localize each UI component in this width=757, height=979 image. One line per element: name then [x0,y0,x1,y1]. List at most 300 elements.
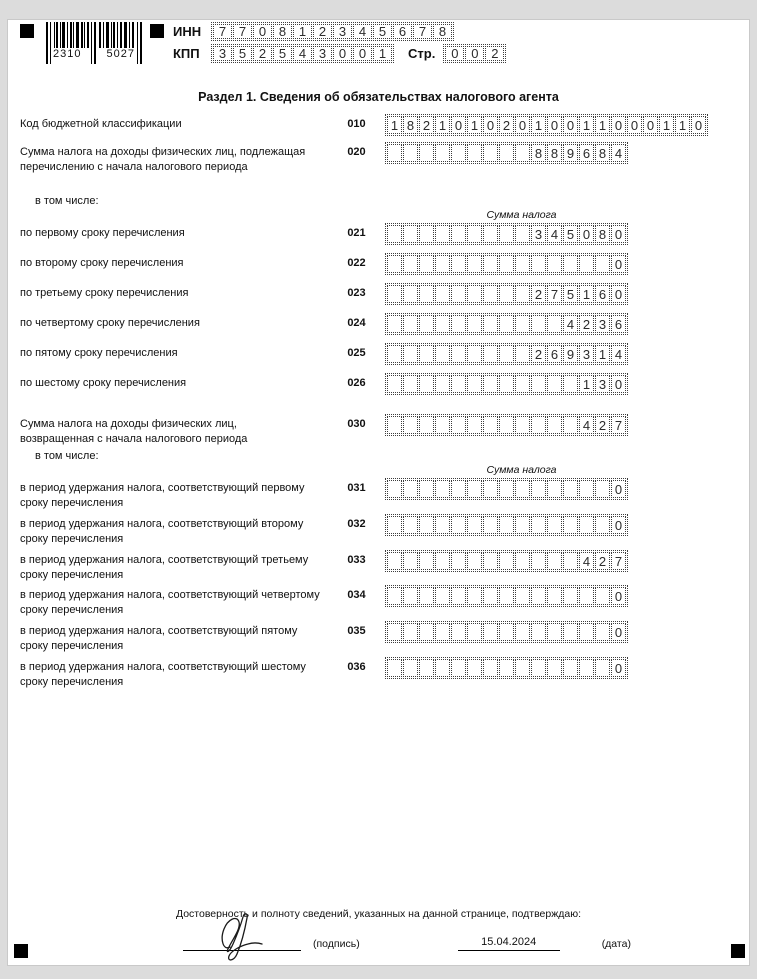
row-label-025: по пятому сроку перечисления [20,346,178,359]
row-field-wrap-023 [385,283,628,308]
digit-cell [547,659,562,677]
digit-cell: 3 [595,315,610,333]
digit-cell: 8 [595,144,610,162]
digit-cell: 8 [547,144,562,162]
digit-cell [515,516,530,534]
digit-field-031[interactable] [385,478,628,500]
digit-cell [451,285,466,303]
digit-cell: 1 [659,116,674,134]
digit-cell [531,315,546,333]
row-code-010: 010 [347,118,366,130]
digit-field-030[interactable] [385,414,628,436]
row-label-026: по шестому сроку перечисления [20,376,187,389]
digit-cell: 1 [595,116,610,134]
digit-cell [499,285,514,303]
digit-cell: 7 [213,24,232,39]
digit-cell [435,225,450,243]
digit-cell: 7 [611,552,626,570]
digit-cell: 8 [595,225,610,243]
row-code-020: 020 [347,146,366,158]
row-field-wrap-032 [385,514,628,539]
digit-cell [451,516,466,534]
digit-cell: 1 [531,116,546,134]
digit-cell [531,623,546,641]
form-barcode [44,22,144,66]
row-field-wrap-035 [385,621,628,646]
digit-cell [419,375,434,393]
barcode-digits [44,48,144,60]
row-code-032: 032 [347,518,366,531]
digit-cell [435,552,450,570]
digit-cell [451,659,466,677]
digit-cell [435,416,450,434]
digit-cell [467,144,482,162]
digit-cell [483,516,498,534]
row-code-036: 036 [347,660,366,673]
digit-field-025[interactable] [385,343,628,365]
row-label-033: в период удержания налога, соответствующий третьему сроку перечисления [20,553,309,581]
digit-cell: 6 [595,285,610,303]
digit-cell [467,587,482,605]
digit-cell [419,285,434,303]
digit-cell: 4 [563,315,578,333]
signature-line[interactable] [183,937,301,951]
digit-field-033[interactable] [385,550,628,572]
digit-cell [467,315,482,333]
digit-cell: 2 [313,24,332,39]
digit-cell: 0 [451,116,466,134]
digit-cell [419,225,434,243]
digit-cell [547,516,562,534]
digit-cell [435,623,450,641]
digit-cell [419,516,434,534]
digit-cell [531,659,546,677]
including-label: в том числе: [35,450,99,463]
digit-cell [595,623,610,641]
digit-cell [499,552,514,570]
digit-cell [595,587,610,605]
digit-cell [451,416,466,434]
digit-cell: 6 [611,315,626,333]
digit-field-page[interactable] [443,44,506,63]
digit-cell: 9 [563,345,578,363]
digit-cell: 3 [595,375,610,393]
digit-cell [403,144,418,162]
digit-cell [451,480,466,498]
digit-cell [387,255,402,273]
digit-cell [515,416,530,434]
digit-cell: 2 [595,552,610,570]
digit-cell: 4 [579,416,594,434]
digit-cell [419,315,434,333]
digit-cell [467,480,482,498]
form-row-034 [20,585,749,618]
digit-cell [499,416,514,434]
row-label-024: по четвертому сроку перечисления [20,316,200,329]
digit-cell [563,659,578,677]
digit-cell [515,375,530,393]
digit-cell: 0 [333,46,352,61]
digit-cell [563,416,578,434]
digit-cell: 7 [413,24,432,39]
digit-cell [387,345,402,363]
digit-cell [467,659,482,677]
digit-cell [499,315,514,333]
digit-cell [387,375,402,393]
digit-cell [403,516,418,534]
digit-cell: 0 [547,116,562,134]
form-row-024 [20,313,749,338]
digit-cell [467,623,482,641]
signature-caption: (подпись) [313,938,360,950]
row-label-036: в период удержания налога, соответствующий шестому сроку перечисления [20,660,306,688]
row-field-wrap-010 [385,114,708,136]
digit-cell [387,659,402,677]
digit-cell: 8 [531,144,546,162]
digit-cell [483,623,498,641]
digit-cell [419,587,434,605]
digit-cell [579,587,594,605]
tax-form-page [8,20,749,965]
digit-cell: 1 [373,46,392,61]
digit-cell: 8 [403,116,418,134]
digit-cell: 0 [253,24,272,39]
digit-cell: 0 [611,659,626,677]
digit-cell [403,416,418,434]
row-field-wrap-031 [385,478,628,503]
digit-cell [499,623,514,641]
row-code-022: 022 [347,256,366,269]
digit-cell: 0 [611,255,626,273]
digit-cell: 6 [547,345,562,363]
digit-cell: 2 [531,345,546,363]
digit-cell [403,659,418,677]
row-code-031: 031 [347,482,366,495]
digit-cell [483,416,498,434]
digit-cell: 2 [485,46,504,61]
digit-cell [451,144,466,162]
row-field-wrap-030 [385,414,628,439]
digit-cell: 1 [579,375,594,393]
digit-cell [403,285,418,303]
digit-cell [419,552,434,570]
row-label-031: в период удержания налога, соответствующий первому сроку перечисления [20,482,305,510]
digit-cell [595,480,610,498]
taxpayer-id-block [173,22,506,66]
digit-cell [387,587,402,605]
form-row-031 [20,478,749,511]
digit-cell [531,587,546,605]
digit-cell: 7 [611,416,626,434]
digit-cell [499,255,514,273]
digit-cell: 1 [435,116,450,134]
digit-cell [387,480,402,498]
digit-cell: 3 [579,345,594,363]
digit-cell: 4 [547,225,562,243]
digit-cell [499,480,514,498]
digit-cell: 0 [353,46,372,61]
row-label-030: Сумма налога на доходы физических лиц, возвращенная с начала налогового периода [20,417,248,445]
digit-cell [483,345,498,363]
digit-cell: 0 [611,480,626,498]
digit-cell: 0 [611,285,626,303]
digit-cell [403,375,418,393]
digit-cell: 5 [273,46,292,61]
digit-cell [419,144,434,162]
digit-cell [419,623,434,641]
digit-cell [563,587,578,605]
row-code-024: 024 [347,316,366,329]
registration-mark-top-left [20,24,34,38]
digit-field-021[interactable] [385,223,628,245]
sum-of-tax-header: Сумма налога [486,208,557,221]
row-label-034: в период удержания налога, соответствующий четвертому сроку перечисления [20,589,320,617]
digit-cell [515,345,530,363]
digit-cell: 1 [293,24,312,39]
digit-cell [531,375,546,393]
digit-cell [579,480,594,498]
digit-cell [467,285,482,303]
digit-cell: 4 [579,552,594,570]
row-code-033: 033 [347,553,366,566]
digit-cell: 0 [515,116,530,134]
digit-cell [419,480,434,498]
digit-cell [387,285,402,303]
digit-cell: 3 [333,24,352,39]
row-field-wrap-024 [385,313,628,338]
form-row-035 [20,621,749,654]
handwritten-signature-icon [214,907,270,963]
inn-label: ИНН [173,24,202,39]
digit-field-036[interactable] [385,657,628,679]
digit-cell [483,659,498,677]
digit-cell [483,480,498,498]
digit-cell [547,255,562,273]
row-code-021: 021 [347,226,366,239]
digit-field-kpp[interactable] [211,44,394,63]
digit-cell: 1 [579,116,594,134]
digit-cell [499,225,514,243]
digit-cell [483,285,498,303]
digit-cell [531,416,546,434]
digit-cell [547,416,562,434]
digit-cell [435,345,450,363]
digit-cell: 1 [675,116,690,134]
digit-cell: 4 [611,144,626,162]
digit-cell [499,587,514,605]
digit-cell [483,375,498,393]
digit-cell [579,516,594,534]
digit-cell: 3 [531,225,546,243]
digit-cell [419,345,434,363]
form-row-032 [20,514,749,547]
digit-cell [467,516,482,534]
barcode-digits-left: 2310 [53,48,82,60]
section-1 [8,90,749,693]
row-code-030: 030 [347,417,366,430]
digit-cell: 0 [483,116,498,134]
digit-cell [531,480,546,498]
row-label-022: по второму сроку перечисления [20,256,184,269]
digit-cell [595,255,610,273]
digit-cell [515,255,530,273]
digit-field-026[interactable] [385,373,628,395]
digit-cell [451,255,466,273]
digit-cell: 0 [611,623,626,641]
digit-cell [579,623,594,641]
digit-cell: 0 [611,225,626,243]
digit-cell [563,480,578,498]
digit-cell [451,345,466,363]
digit-cell [547,587,562,605]
digit-cell: 4 [293,46,312,61]
digit-cell [387,225,402,243]
digit-cell: 9 [563,144,578,162]
digit-cell [451,375,466,393]
digit-cell: 1 [387,116,402,134]
digit-cell [515,225,530,243]
barcode-digits-right: 5027 [106,48,135,60]
digit-cell [403,623,418,641]
digit-cell: 5 [563,225,578,243]
digit-cell [563,375,578,393]
digit-cell [547,480,562,498]
confirmation-statement: Достоверность и полноту сведений, указанных на данной странице, подтверждаю: [175,908,582,920]
digit-cell [563,516,578,534]
digit-cell [451,587,466,605]
date-caption: (дата) [601,938,631,950]
form-row-026 [20,373,749,398]
digit-cell: 5 [563,285,578,303]
digit-cell [435,659,450,677]
digit-cell [403,255,418,273]
row-code-026: 026 [347,376,366,389]
digit-cell [515,144,530,162]
row-field-wrap-021 [385,223,628,248]
digit-field-010[interactable] [385,114,708,136]
digit-cell [403,345,418,363]
digit-cell [435,315,450,333]
row-code-034: 034 [347,589,366,602]
form-row-033 [20,550,749,583]
section-title: Раздел 1. Сведения об обязательствах налогового агента [198,90,559,104]
kpp-label: КПП [173,46,200,61]
digit-cell [403,552,418,570]
digit-cell [515,315,530,333]
digit-field-032[interactable] [385,514,628,536]
digit-cell [563,255,578,273]
row-field-wrap-026 [385,373,628,398]
inn-row [173,22,506,41]
digit-cell [531,255,546,273]
digit-cell: 1 [579,285,594,303]
digit-cell: 0 [691,116,706,134]
digit-cell [387,416,402,434]
digit-cell: 2 [531,285,546,303]
row-label-010: Код бюджетной классификации [20,118,182,130]
digit-cell: 0 [611,516,626,534]
digit-cell [387,315,402,333]
digit-cell: 2 [595,416,610,434]
digit-cell [435,285,450,303]
digit-cell [531,552,546,570]
digit-cell: 1 [467,116,482,134]
digit-cell [435,255,450,273]
digit-cell: 5 [373,24,392,39]
digit-cell: 0 [611,375,626,393]
digit-field-inn[interactable] [211,22,454,41]
sum-of-tax-header: Сумма налога [486,464,557,477]
digit-cell [579,659,594,677]
digit-cell [499,375,514,393]
digit-field-022[interactable] [385,253,628,275]
digit-cell [403,225,418,243]
digit-cell [499,144,514,162]
digit-cell [419,416,434,434]
digit-cell: 6 [393,24,412,39]
digit-cell [435,516,450,534]
digit-cell: 5 [233,46,252,61]
digit-cell: 1 [595,345,610,363]
digit-cell: 4 [611,345,626,363]
digit-cell [387,552,402,570]
digit-field-020[interactable] [385,142,628,164]
digit-cell [515,587,530,605]
digit-cell: 0 [465,46,484,61]
registration-mark-top-second [150,24,164,38]
digit-field-034[interactable] [385,585,628,607]
digit-cell [435,587,450,605]
row-field-wrap-036 [385,657,628,682]
form-row-030 [20,414,749,447]
digit-cell [451,225,466,243]
digit-cell [403,480,418,498]
digit-cell [499,345,514,363]
row-code-025: 025 [347,346,366,359]
digit-cell: 8 [273,24,292,39]
digit-cell [467,375,482,393]
form-lines [8,114,749,690]
digit-cell: 7 [233,24,252,39]
digit-cell [515,623,530,641]
digit-field-035[interactable] [385,621,628,643]
digit-field-024[interactable] [385,313,628,335]
including-label: в том числе: [35,194,99,207]
row-label-035: в период удержания налога, соответствующий пятому сроку перечисления [20,625,298,652]
digit-cell [435,480,450,498]
digit-cell: 8 [433,24,452,39]
digit-cell [467,255,482,273]
kpp-row [173,44,506,63]
digit-cell: 2 [253,46,272,61]
digit-cell [547,375,562,393]
page-number-field-slot [443,44,506,63]
digit-cell: 3 [313,46,332,61]
digit-cell [547,623,562,641]
row-code-023: 023 [347,286,366,299]
row-field-wrap-025 [385,343,628,368]
digit-cell [515,480,530,498]
row-code-035: 035 [347,625,366,638]
form-row-020 [20,142,749,175]
digit-cell [419,255,434,273]
digit-cell [451,623,466,641]
date-line[interactable]: 15.04.2024 [458,936,560,951]
form-row-010 [20,114,749,136]
digit-cell [515,552,530,570]
digit-field-023[interactable] [385,283,628,305]
page-number-label: Стр. [408,46,436,61]
